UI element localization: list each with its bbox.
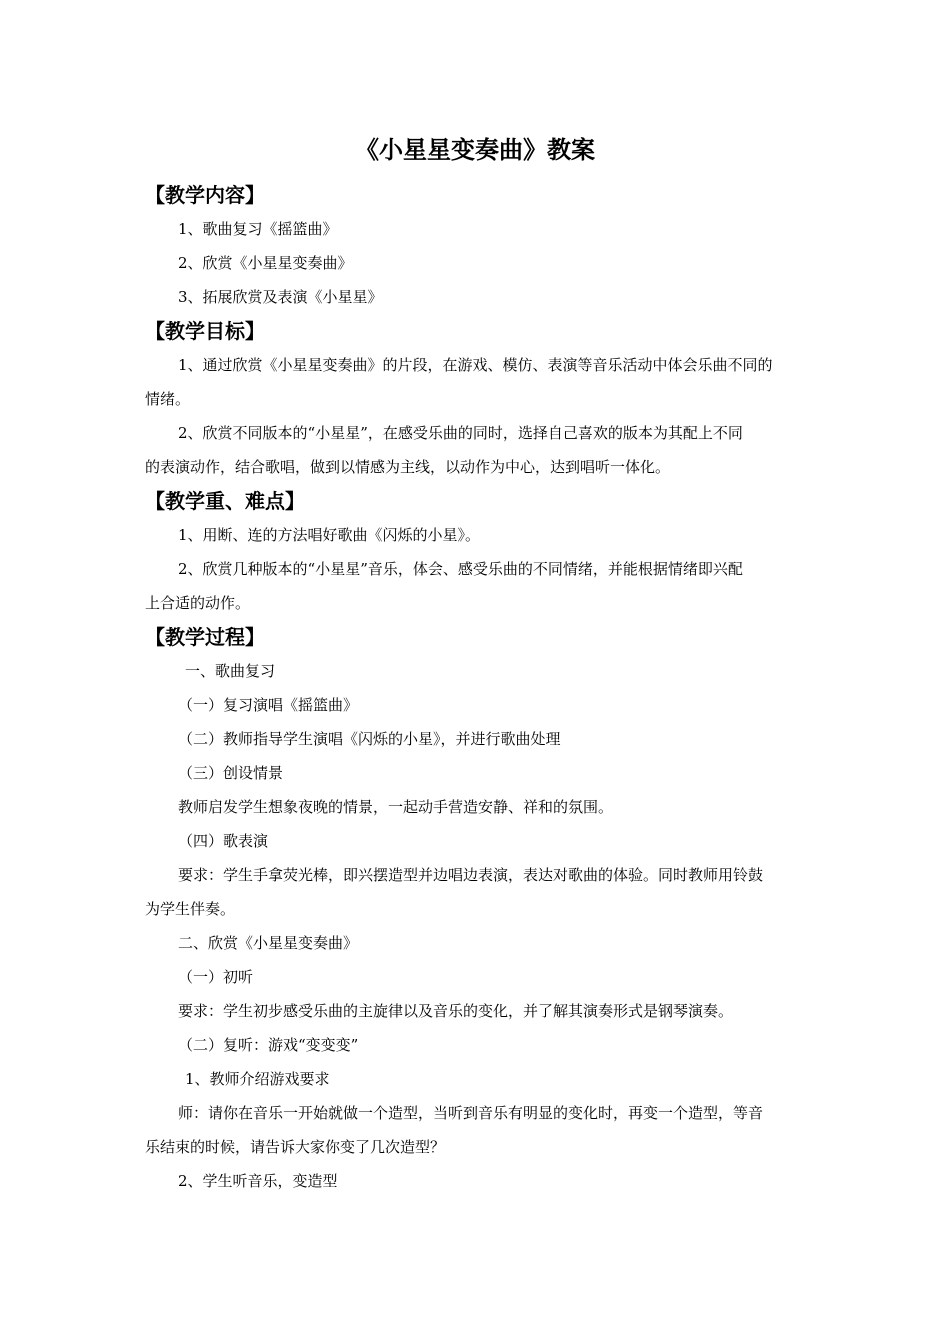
goals-paragraph-1-line-2: 情绪。 <box>145 390 191 408</box>
section-heading-content: 【教学内容】 <box>145 183 265 207</box>
process-line-7-line-2: 为学生伴奏。 <box>145 900 236 918</box>
section-heading-keypoints: 【教学重、难点】 <box>145 489 305 513</box>
section-heading-process: 【教学过程】 <box>145 625 265 649</box>
process-line-11: （二）复听：游戏“变变变” <box>178 1036 359 1054</box>
process-line-5: 教师启发学生想象夜晚的情景，一起动手营造安静、祥和的氛围。 <box>178 798 614 816</box>
process-line-13-line-2: 乐结束的时候，请告诉大家你变了几次造型？ <box>145 1138 446 1156</box>
process-line-2: （一）复习演唱《摇篮曲》 <box>178 696 359 714</box>
content-item-2: 2、欣赏《小星星变奏曲》 <box>178 254 353 272</box>
document-title: 《小星星变奏曲》教案 <box>355 135 595 164</box>
process-line-14: 2、学生听音乐，变造型 <box>178 1172 338 1190</box>
process-line-12: 1、教师介绍游戏要求 <box>185 1070 330 1088</box>
process-line-8: 二、欣赏《小星星变奏曲》 <box>178 934 359 952</box>
content-item-1: 1、歌曲复习《摇篮曲》 <box>178 220 338 238</box>
keypoints-paragraph-1: 1、用断、连的方法唱好歌曲《闪烁的小星》。 <box>178 526 481 544</box>
goals-paragraph-2-line-2: 的表演动作，结合歌唱，做到以情感为主线，以动作为中心，达到唱听一体化。 <box>145 458 671 476</box>
goals-paragraph-1-line-1: 1、通过欣赏《小星星变奏曲》的片段，在游戏、模仿、表演等音乐活动中体会乐曲不同的 <box>178 356 773 374</box>
process-line-4: （三）创设情景 <box>178 764 284 782</box>
section-heading-goals: 【教学目标】 <box>145 319 265 343</box>
keypoints-paragraph-2-line-2: 上合适的动作。 <box>145 594 251 612</box>
process-line-3: （二）教师指导学生演唱《闪烁的小星》，并进行歌曲处理 <box>178 730 561 748</box>
keypoints-paragraph-2-line-1: 2、欣赏几种版本的“小星星”音乐，体会、感受乐曲的不同情绪，并能根据情绪即兴配 <box>178 560 743 578</box>
goals-paragraph-2-line-1: 2、欣赏不同版本的“小星星”，在感受乐曲的同时，选择自己喜欢的版本为其配上不同 <box>178 424 743 442</box>
process-line-9: （一）初听 <box>178 968 254 986</box>
content-item-3: 3、拓展欣赏及表演《小星星》 <box>178 288 383 306</box>
process-line-10: 要求：学生初步感受乐曲的主旋律以及音乐的变化，并了解其演奏形式是钢琴演奏。 <box>178 1002 734 1020</box>
process-line-1: 一、歌曲复习 <box>185 662 276 680</box>
process-line-6: （四）歌表演 <box>178 832 269 850</box>
process-line-7-line-1: 要求：学生手拿荧光棒，即兴摆造型并边唱边表演，表达对歌曲的体验。同时教师用铃鼓 <box>178 866 764 884</box>
process-line-13-line-1: 师：请你在音乐一开始就做一个造型，当听到音乐有明显的变化时，再变一个造型，等音 <box>178 1104 764 1122</box>
document-body <box>145 178 810 1198</box>
